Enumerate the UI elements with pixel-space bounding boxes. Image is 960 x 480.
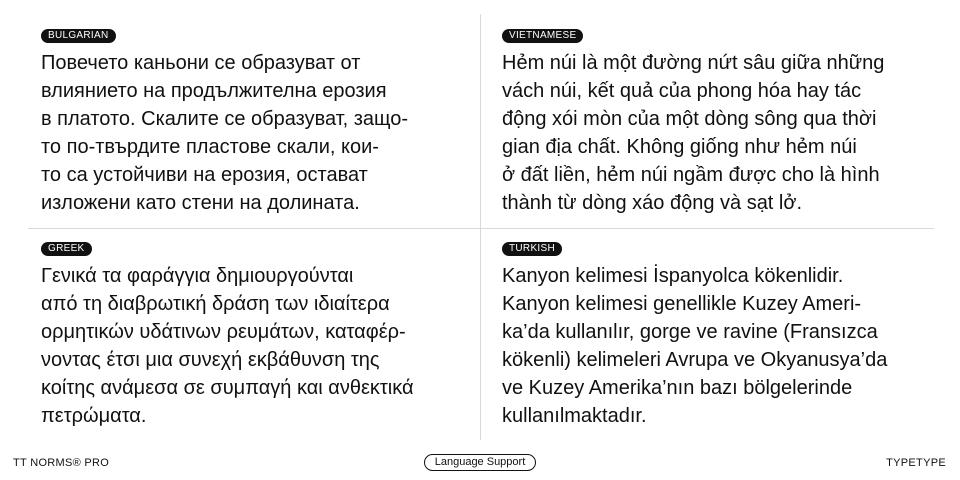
text-line: gian địa chất. Không giống như hẻm núi [502, 136, 857, 158]
text-line: Kanyon kelimesi İspanyolca kökenlidir. [502, 265, 844, 287]
text-line: ορμητικών υδάτινων ρευμάτων, καταφέρ- [41, 321, 406, 343]
text-line: Повечето каньони се образуват от [41, 52, 361, 74]
language-badge: TURKISH [502, 242, 562, 256]
sample-text [41, 49, 408, 217]
horizontal-divider [28, 228, 934, 229]
panel-greek [41, 238, 414, 430]
text-line: то по-твърдите пластове скали, кои- [41, 136, 379, 158]
foundry-label: TYPETYPE [886, 457, 946, 469]
panel-turkish [502, 238, 887, 430]
language-badge: VIETNAMESE [502, 29, 583, 43]
panel-vietnamese [502, 25, 884, 217]
text-line: πετρώματα. [41, 405, 147, 427]
text-line: в платото. Скалите се образуват, защо- [41, 108, 409, 130]
text-line: то са устойчиви на ерозия, остават [41, 164, 368, 186]
text-line: thành từ dòng xáo động và sạt lở. [502, 192, 803, 214]
sample-text [502, 262, 887, 430]
text-line: νοντας έτσι μια συνεχή εκβάθυνση της [41, 349, 380, 371]
language-badge: GREEK [41, 242, 92, 256]
panel-bulgarian [41, 25, 408, 217]
text-line: Hẻm núi là một đường nứt sâu giữa những [502, 52, 885, 74]
text-line: влиянието на продължителна ерозия [41, 80, 387, 102]
text-line: ve Kuzey Amerika’nın bazı bölgelerinde [502, 377, 853, 399]
sample-text [502, 49, 884, 217]
font-name-label: TT NORMS® PRO [13, 457, 110, 469]
text-line: Kanyon kelimesi genellikle Kuzey Ameri- [502, 293, 862, 315]
text-line: kökenli) kelimeleri Avrupa ve Okyanusya’da [502, 349, 888, 371]
text-line: изложени като стени на долината. [41, 192, 360, 214]
text-line: kullanılmaktadır. [502, 405, 647, 427]
text-line: động xói mòn của một dòng sông qua thời [502, 108, 877, 130]
sample-text [41, 262, 414, 430]
text-line: ở đất liền, hẻm núi ngầm được cho là hình [502, 164, 880, 186]
text-line: από τη διαβρωτική δράση των ιδιαίτερα [41, 293, 390, 315]
language-badge: BULGARIAN [41, 29, 116, 43]
text-line: vách núi, kết quả của phong hóa hay tác [502, 80, 862, 102]
text-line: Γενικά τα φαράγγια δημιουργούνται [41, 265, 354, 287]
vertical-divider [480, 14, 481, 440]
text-line: κοίτης ανάμεσα σε συμπαγή και ανθεκτικά [41, 377, 414, 399]
section-pill: Language Support [424, 454, 536, 471]
text-line: ka’da kullanılır, gorge ve ravine (Fransızca [502, 321, 878, 343]
